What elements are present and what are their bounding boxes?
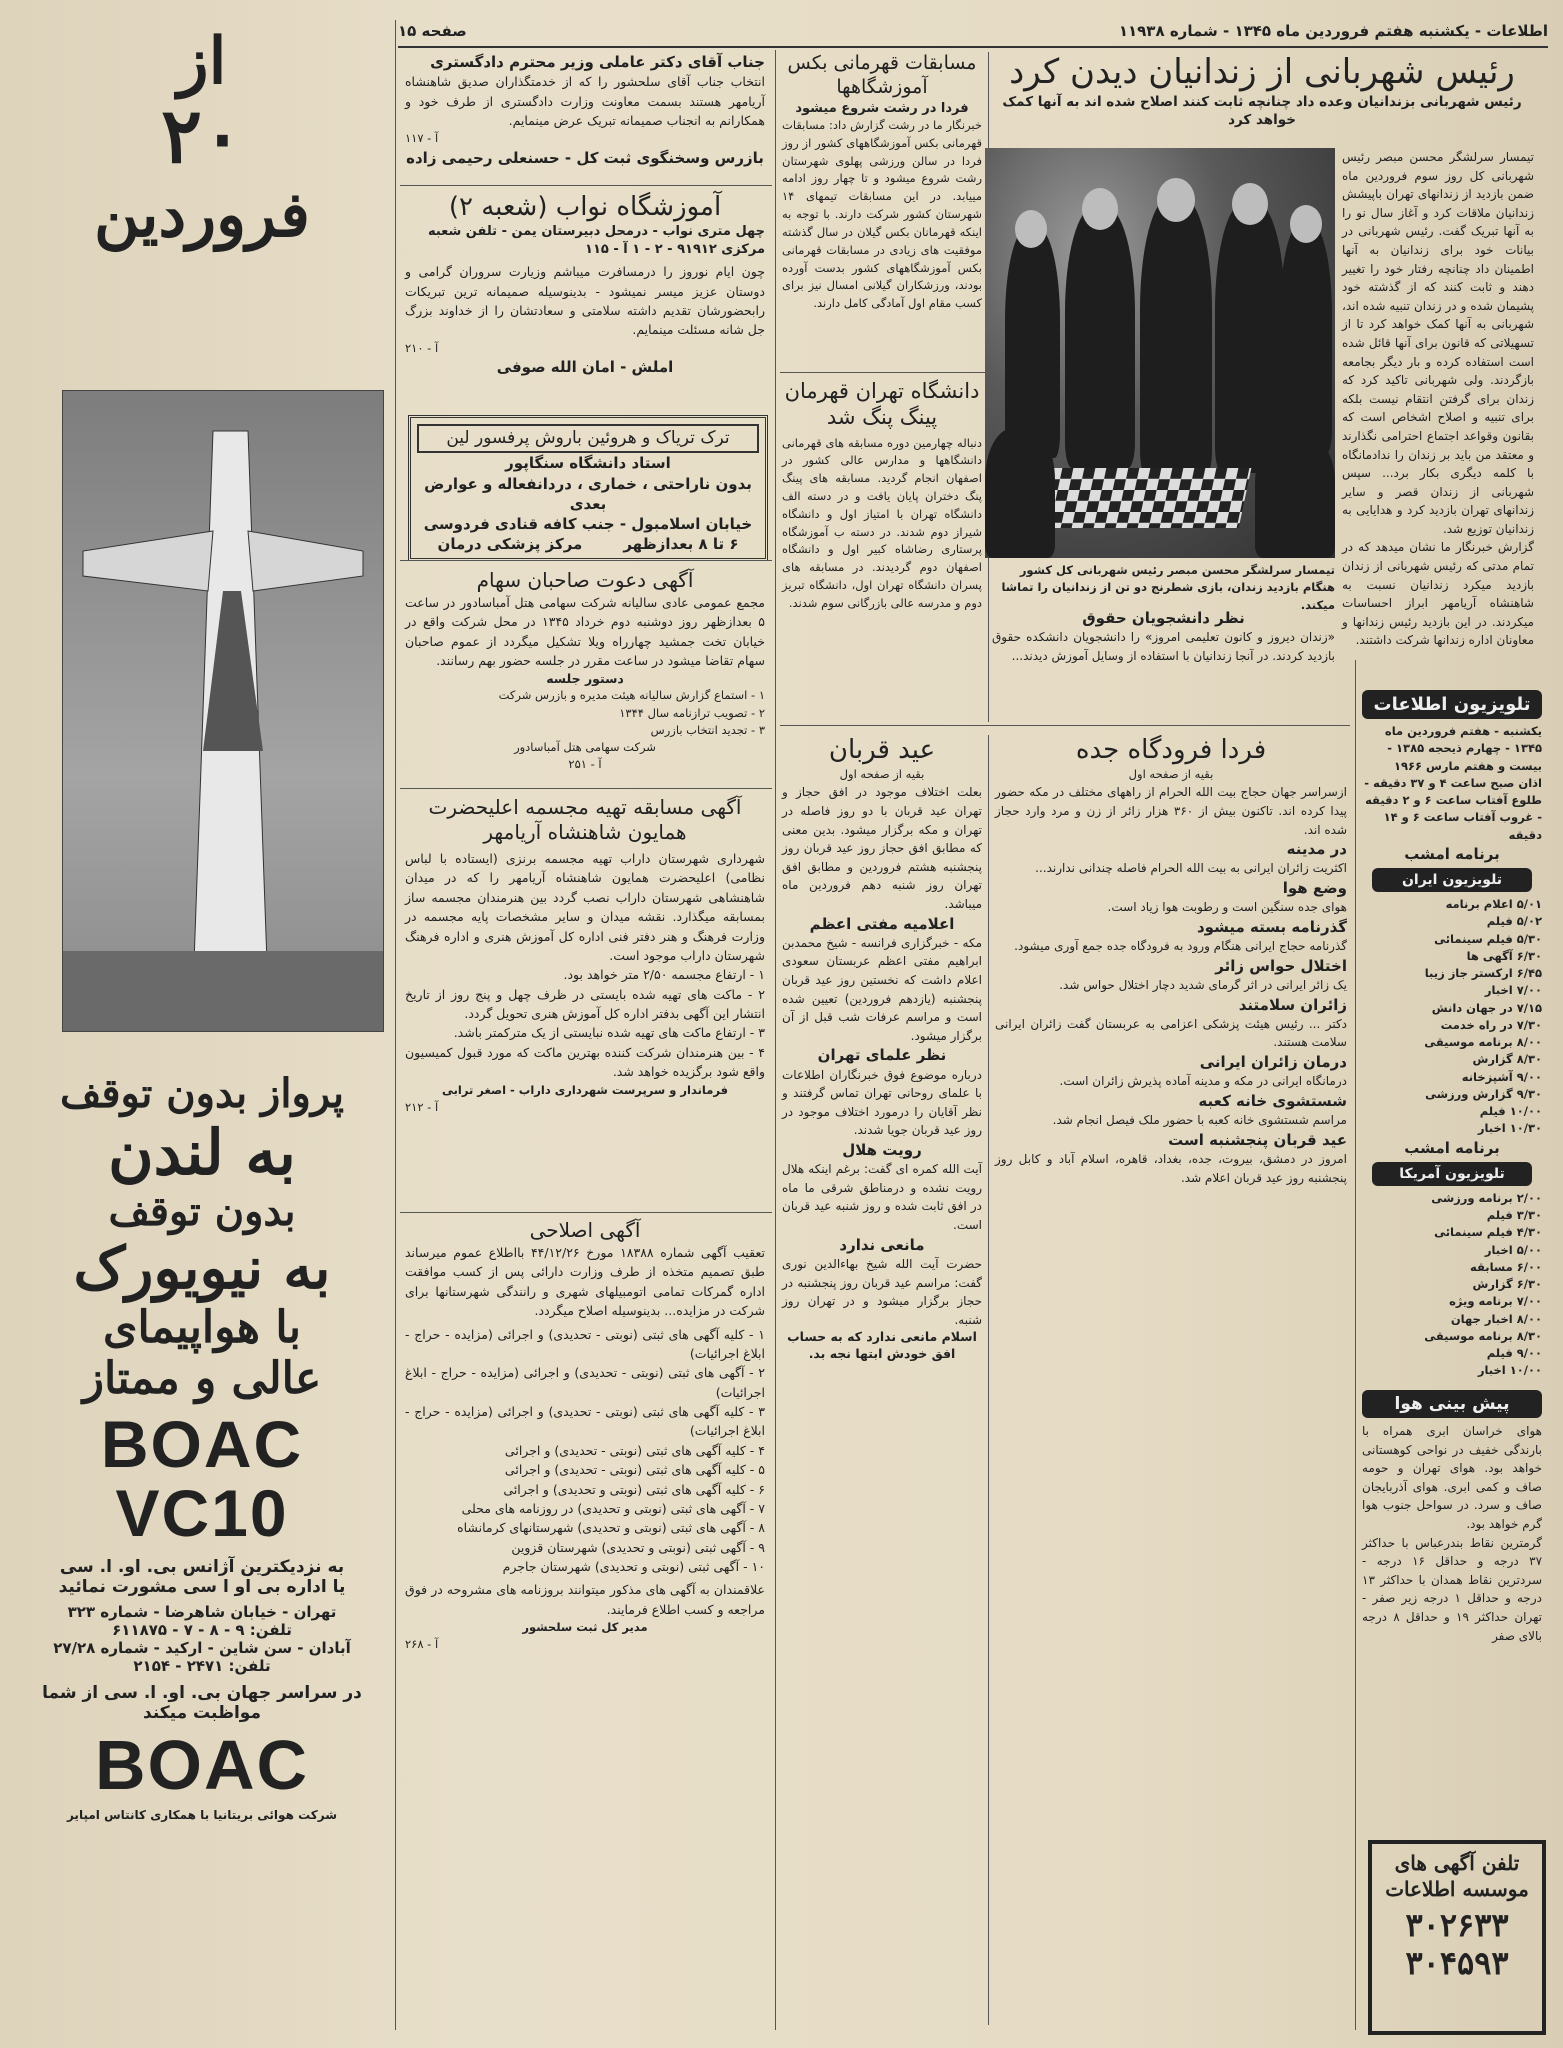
tv-iran-program: ۷/۳۰ در راه خدمت <box>1440 1017 1542 1032</box>
ad-phone-tehran: تلفن: ۹ - ۸ - ۷ - ۶۱۱۸۷۵ <box>112 1620 292 1639</box>
tv-program-title: برنامه امشب <box>1404 844 1500 863</box>
vc10-logo: VC10 <box>115 1476 289 1551</box>
statue-competition-notice <box>405 795 765 1205</box>
eid-sub-1: اعلامیه مفتی اعظم <box>809 914 955 933</box>
chess-photo <box>985 148 1335 558</box>
column-rule <box>988 735 989 2025</box>
statue-signature: فرماندار و سرپرست شهرداری داراب - اصغر ترابی <box>441 1082 729 1097</box>
phone-number-1: ۳۰۲۶۳۳ <box>1405 1906 1509 1944</box>
airport-sub: در مدینه <box>1286 840 1347 859</box>
tv-iran-program: ۱۰/۳۰ اخبار <box>1477 1121 1542 1136</box>
correction-item: ۲ - آگهی های ثبتی (نوبتی - تحدیدی) و اجرائی (مزایده - حراج - ابلاغ اجرائیات) <box>405 1365 765 1400</box>
shareholders-signature: شرکت سهامی هتل آمباسادور <box>514 740 656 755</box>
tv-iran-program: ۷/۰۰ اخبار <box>1484 983 1542 998</box>
phone-ad-title: تلفن آگهی های موسسه اطلاعات <box>1385 1851 1529 1901</box>
tv-iran-program: ۹/۰۰ آشپزخانه <box>1461 1069 1542 1084</box>
correction-item: ۱ - کلیه آگهی های ثبتی (نوبتی - تحدیدی) و اجرائی (مزایده - حراج - ابلاغ اجرائیات) <box>405 1326 765 1361</box>
correction-item: ۵ - کلیه آگهی های ثبتی (نوبتی - تحدیدی) و اجرائی <box>504 1462 765 1478</box>
ad-line-nonstop-2: بدون توقف <box>108 1188 296 1236</box>
boxing-body: خبرنگار ما در رشت گزارش داد: مسابقات قهرمانی بکس آموزشگاههای کشور از روز فردا در سالن ورزشی پهلوی شهرستان رشت شروع میشود و تا چهار روز ادامه مییابد. در این مسابقات تیمهای ۱۴ شهرستان کشور شرکت دارند. با توجه به اینکه قهرمانان بکس گیلان در سال گذشته موفقیت های زیادی در مسابقات قهرمانی بکس آموزشگاههای کشور بدست آورده بودند، ورزشکاران گیلانی امسال نیز برای کسب مقام اول آمادگی کامل دارند. <box>782 118 982 311</box>
ad-date-number: ۲۰ <box>161 91 243 180</box>
university-headline: دانشگاه تهران قهرمان پینگ پنگ شد <box>784 379 980 430</box>
correction-item: ۳ - کلیه آگهی های ثبتی (نوبتی - تحدیدی) و اجرائی (مزایده - حراج - ابلاغ اجرائیات) <box>405 1404 765 1439</box>
eid-sub-3: رویت هلال <box>842 1141 922 1160</box>
boxing-headline: مسابقات قهرمانی بکس آموزشگاهها <box>787 52 977 98</box>
tv-iran-logo: تلویزیون ایران <box>1372 868 1532 892</box>
airport-sub: عید قربان پنجشنبه است <box>1168 1130 1347 1149</box>
airport-sub: زائران سلامتند <box>1238 995 1347 1014</box>
main-headline: رئیس شهربانی از زندانیان دیدن کرد <box>1009 52 1515 92</box>
column-rule <box>775 50 776 2030</box>
column-rule <box>1355 660 1356 2030</box>
school-address: چهل متری نواب - درمحل دبیرستان یمن - تلفن شعبه مرکزی ۹۱۹۱۲ - ۲ - ۱ آ - ۱۱۵ <box>427 224 765 257</box>
statue-item: ۲ - ماکت های تهیه شده بایستی در ظرف چهل و پنج روز از تاریخ انتشار این آگهی بدفتر اداره کل آموزش هنری تحویل گردد. <box>405 986 765 1021</box>
opium-sub: استاد دانشگاه سنگاپور <box>505 454 671 473</box>
statue-code: آ - ۲۱۲ <box>405 1099 439 1114</box>
tv-iran-program: ۸/۳۰ گزارش <box>1472 1052 1542 1067</box>
correction-item: ۴ - کلیه آگهی های ثبتی (نوبتی - تحدیدی) و اجرائی <box>504 1442 765 1458</box>
divider <box>780 725 1350 726</box>
eid-body-1: مکه - خبرگزاری فرانسه - شیخ محمدبن ابراهیم مفتی اعظم عربستان سعودی اعلام داشت که نخستین روز عید قربان پنجشنبه (یازدهم فروردین) تعیین شده است و مراسم عرفات شب قبل از آن برگزار میشود. <box>782 935 982 1043</box>
tv-iran-end: برنامه امشب <box>1404 1138 1500 1157</box>
airport-sub-body: مراسم شستشوی خانه کعبه با حضور ملک فیصل انجام شد. <box>1052 1113 1347 1128</box>
masthead <box>398 18 1548 48</box>
school-notice <box>405 192 765 402</box>
minister-notice <box>405 52 765 177</box>
opium-clinic: مرکز پزشکی درمان <box>437 535 583 554</box>
opium-line-2: خیابان اسلامبول - جنب کافه قنادی فردوسی <box>423 515 753 533</box>
airport-sub: اختلال حواس زائر <box>1215 956 1347 975</box>
tv-iran-program: ۵/۰۱ اعلام برنامه <box>1445 897 1542 911</box>
airport-sub-body: امروز در دمشق، بیروت، جده، بغداد، قاهره، اسلام آباد و کابل روز پنجشنبه روز عید قربان اعلام شد. <box>995 1151 1347 1185</box>
weather-column <box>1362 1390 1542 1790</box>
tv-america-program: ۸/۰۰ اخبار جهان <box>1450 1311 1542 1326</box>
students-body: «زندان دیروز و کانون تعلیمی امروز» را دانشجویان دانشکده حقوق بازدید کردند. در آنجا زندانیان با استفاده از وسایل آموزش دیدند... <box>992 630 1335 663</box>
weather-body: هوای خراسان ابری همراه با بارندگی خفیف در نواحی کوهستانی خواهد بود. هوای تهران و حومه صاف و کمی ابری. هوای آذربایجان صاف و سرد. در سواحل جنوب هوا گرم خواهد بود. <box>1362 1424 1542 1531</box>
column-rule <box>395 20 396 2030</box>
tv-iran-program: ۷/۱۵ در جهان دانش <box>1431 1000 1542 1015</box>
ad-line-excellent: عالی و ممتاز <box>82 1352 322 1404</box>
correction-item: ۷ - آگهی های ثبتی (نوبتی و تحدیدی) در روزنامه های محلی <box>461 1500 765 1516</box>
correction-item: ۸ - آگهی های ثبتی (نوبتی و تحدیدی) شهرستانهای کرمانشاه <box>457 1520 765 1536</box>
tv-iran-program: ۶/۳۰ آگهی ها <box>1466 948 1542 963</box>
phone-ad <box>1368 1840 1546 2035</box>
correction-item: ۹ - آگهی ثبتی (نوبتی و تحدیدی) شهرستان قزوین <box>511 1539 765 1555</box>
phone-number-2: ۳۰۴۵۹۳ <box>1405 1944 1509 1983</box>
correction-code: آ - ۲۶۸ <box>405 1637 439 1652</box>
boxing-story <box>782 52 982 372</box>
eid-sub-4: مانعی ندارد <box>839 1235 925 1254</box>
school-headline: آموزشگاه نواب (شعبه ۲) <box>448 192 722 222</box>
university-body: دنباله چهارمین دوره مسابقه های قهرمانی دانشگاهها و مدارس عالی کشور در اصفهان انجام گردید. مسابقه های پینگ پنگ دختران پایان یافت و در دسته الف دانشگاه تهران با امتیاز اول و دانشگاه شیراز دوم شدند. در دسته ب آموزشگاه پرستاری رضاشاه کبیر اول و دانشگاه اصفهان دوم گردیدند. در مسابقه های پسران دانشگاه تهران اول، دانشگاه تبریز دوم و مدرسه عالی بازرگانی سوم شدند. <box>782 435 982 610</box>
minister-body: انتخاب جناب آقای سلحشور را که از خدمتگذاران صدیق شاهنشاه آریامهر هستند بسمت معاونت وزارت دادگستری از طرف خود و همکارانم به انجناب صمیمانه تبریک عرض مینمایم. <box>405 74 765 128</box>
photo-caption: تیمسار سرلشگر محسن مبصر رئیس شهربانی کل کشور هنگام بازدید زندان، بازی شطرنج دو تن از زندانیان را تماشا میکند. <box>1001 563 1335 612</box>
ad-footer: شرکت هوائی بریتانیا با همکاری کانتاس امپایر <box>66 1807 338 1822</box>
eid-body-4: حضرت آیت الله شیخ بهاءالدین نوری گفت: مراسم عید قربان روز پنجشنبه در حجاز برگزار میشود و در تهران روز شنبه. <box>782 1256 982 1327</box>
eid-body-2: درباره موضوع فوق خبرنگاران اطلاعات با علمای روحانی تهران تماس گرفتند و نظر آقایان را درمورد اختلاف موجود در روز عید قربان جویا شدند. <box>782 1067 982 1138</box>
tv-iran-program: ۸/۰۰ برنامه موسیقی <box>1424 1035 1542 1049</box>
airport-continued: بقیه از صفحه اول <box>1128 767 1214 782</box>
tv-america-program: ۳/۳۰ فیلم <box>1486 1208 1542 1222</box>
minister-code: آ - ۱۱۷ <box>405 131 439 146</box>
tv-america-program: ۸/۳۰ برنامه موسیقی <box>1424 1328 1542 1343</box>
correction-signature: مدیر کل ثبت سلحشور <box>522 1620 648 1635</box>
tv-america-logo: تلویزیون آمریکا <box>1372 1162 1532 1186</box>
shareholders-body: مجمع عمومی عادی سالیانه شرکت سهامی هتل آمباسادور در ساعت ۵ بعدازظهر روز دوشنبه دوم خرداد ۱۳۴۵ در محل شرکت واقع در خیابان تخت جمشید چهارراه ویلا تشکیل میگردد از عموم صاحبان سهام تقاضا میشود در ساعت مقرر در جلسه حضور بهم رسانند. <box>405 595 765 669</box>
airport-sub-body: اکثریت زائران ایرانی به بیت الله الحرام فاصله چندانی ندارند... <box>1035 861 1347 876</box>
eid-story <box>782 735 982 2030</box>
school-code: آ - ۲۱۰ <box>405 340 439 355</box>
tv-america-program: ۹/۰۰ فیلم <box>1486 1346 1542 1360</box>
ad-address-abadan: آبادان - سن شاین - ارکید - شماره ۲۷/۲۸ <box>53 1638 351 1657</box>
tv-header: تلویزیون اطلاعات <box>1362 690 1542 719</box>
divider <box>400 560 772 561</box>
tv-america-program: ۶/۰۰ مسابقه <box>1470 1259 1542 1274</box>
ad-date-month: فروردین <box>94 177 310 251</box>
boac-advertisement <box>22 24 382 2030</box>
eid-continued: بقیه از صفحه اول <box>839 767 925 782</box>
ad-line-nonstop: پرواز بدون توقف <box>60 1070 344 1117</box>
tv-program-column <box>1362 690 1542 1380</box>
airport-sub: شستشوی خانه کعبه <box>1198 1091 1347 1110</box>
tv-america-program: ۱۰/۰۰ اخبار <box>1477 1363 1542 1378</box>
tv-america-program: ۶/۳۰ گزارش <box>1472 1277 1542 1291</box>
correction-footer: علاقمندان به آگهی های مذکور میتوانند بروزنامه های مشروحه در فوق مراجعه و کسب اطلاع فرمایند. <box>405 1582 765 1617</box>
tv-times: اذان صبح ساعت ۴ و ۳۷ دقیقه - طلوع آفتاب ساعت ۶ و ۲ دقیقه - غروب آفتاب ساعت ۶ و ۱۴ دقیقه <box>1364 775 1542 842</box>
minister-heading: جناب آقای دکتر عاملی وزیر محترم دادگستری <box>430 53 765 71</box>
statue-item: ۱ - ارتفاع مجسمه ۲/۵۰ متر خواهد بود. <box>563 967 765 983</box>
tv-iran-program: ۹/۳۰ گزارش ورزشی <box>1425 1086 1542 1101</box>
tv-america-program: ۵/۰۰ اخبار <box>1484 1242 1542 1257</box>
school-body: چون ایام نوروز را درمسافرت میباشم وزیارت سروران گرامی و دوستان عزیز میسر نمیشود - بدینوسیله صمیمانه ترین تبریکات رابحضورشان تقدیم داشته سلامتی و سعادتشان را از خداوند بزرگ جل شانه مسئلت مینمایم. <box>405 264 765 338</box>
agenda-item: ۲ - تصویب ترازنامه سال ۱۳۴۴ <box>619 705 765 720</box>
divider <box>400 1212 772 1213</box>
tv-iran-program: ۵/۰۲ فیلم <box>1486 914 1542 929</box>
tv-america-program: ۲/۰۰ برنامه ورزشی <box>1431 1190 1542 1205</box>
ad-line-london: به لندن <box>108 1116 296 1189</box>
tv-america-program: ۴/۳۰ فیلم سینمائی <box>1434 1225 1542 1240</box>
correction-item: ۶ - کلیه آگهی های ثبتی (نوبتی و تحدیدی) و اجرائی <box>503 1481 765 1497</box>
ad-line-newyork: به نیویورک <box>73 1234 331 1303</box>
airplane-tail-photo <box>62 390 384 1032</box>
tv-iran-program: ۶/۴۵ ارکستر جاز زیبا <box>1424 966 1542 980</box>
opium-line-1: بدون ناراحتی ، خماری ، دردانفعاله و عوارض بعدی <box>424 474 752 513</box>
eid-body-3: آیت الله کمره ای گفت: برغم اینکه هلال رویت نشده و درمناطق شرقی ما ماه در افق ثابت شده و روز شنبه عید قربان است. <box>782 1162 982 1233</box>
jeddah-airport-story <box>995 735 1347 2030</box>
airport-sub: وضع هوا <box>1282 879 1347 898</box>
main-story-header <box>992 52 1532 152</box>
boac-logo-2: BOAC <box>94 1725 310 1804</box>
agenda-title: دستور جلسه <box>546 670 624 686</box>
divider <box>400 788 772 789</box>
photo-caption-box <box>985 562 1335 612</box>
opium-headline: ترک تریاک و هروئین باروش پرفسور لین <box>417 424 759 453</box>
tv-iran-program: ۵/۳۰ فیلم سینمائی <box>1434 931 1542 946</box>
statue-item: ۴ - بین هنرمندان شرکت کننده بهترین ماکت که مورد قبول کمیسیون واقع شود برگزیده خواهد شد. <box>405 1044 765 1080</box>
agenda-item: ۱ - استماع گزارش سالیانه هیئت مدیره و بازرس شرکت <box>498 688 765 703</box>
eid-body: بعلت اختلاف موجود در افق حجاز و تهران عید قربان با دو روز فاصله در تهران و مکه برگزار میشود. بدین معنی که مطابق افق حجاز روز عید قربان روز پنجشنبه هشتم فروردین و مطابق افق تهران روز شنبه دهم فروردین ماه میباشد. <box>782 785 982 911</box>
tv-date: یکشنبه - هفتم فروردین ماه ۱۳۴۵ - چهارم ذیحجه ۱۳۸۵ - بیست و هفتم مارس ۱۹۶۶ <box>1384 724 1542 773</box>
opium-treatment-ad <box>408 415 768 561</box>
students-story <box>992 608 1335 723</box>
airport-sub-body: هوای جده سنگین است و رطوبت هوا زیاد است. <box>1107 900 1347 915</box>
correction-item: ۱۰ - آگهی ثبتی (نوبتی و تحدیدی) شهرستان جاجرم <box>502 1559 765 1574</box>
divider <box>780 372 985 373</box>
statue-item: ۳ - ارتفاع ماکت های تهیه شده نبایستی از یک مترکمتر باشد. <box>453 1025 765 1041</box>
shareholders-headline: آگهی دعوت صاحبان سهام <box>476 568 694 592</box>
ad-slogan: در سراسر جهان بی. او. ا. سی از شما مواظبت میکند <box>42 1682 362 1723</box>
eid-sub-2: نظر علمای تهران <box>817 1046 947 1065</box>
shareholders-notice <box>405 568 765 783</box>
masthead-issue: اطلاعات - یکشنبه هفتم فروردین ماه ۱۳۴۵ - شماره ۱۱۹۳۸ <box>1118 22 1548 40</box>
tv-america-program: ۷/۰۰ برنامه ویژه <box>1449 1294 1542 1309</box>
main-body-2: گزارش خبرنگار ما نشان میدهد که در تمام مدتی که رئیس شهربانی از زندان بازدید میکرد زندانیان نسبت به شاهنشاه آریامهر ابراز احساسات میکردند. در این بازدید رئیس زندانها و معاونان اداره زندانها شرکت داشتند. <box>1342 540 1534 648</box>
school-signature: املش - امان الله صوفی <box>496 358 674 377</box>
airport-body: ازسراسر جهان حجاج بیت الله الحرام از راههای مختلف در مکه حضور پیدا کرده اند. تاکنون بیش از ۳۶۰ هزار زائر از زن و مرد وارد حجاز شده اند. <box>995 785 1347 837</box>
weather-temps: گرمترین نقاط بندرعباس با حداکثر ۳۷ درجه و حداقل ۱۶ درجه - سردترین نقاط همدان با حداکثر ۱۳ درجه و حداقل ۱ درجه زیر صفر - تهران حداکثر ۱۹ و حداقل ۸ درجه بالای صفر <box>1362 1535 1543 1643</box>
statue-headline: آگهی مسابقه تهیه مجسمه اعلیحضرت همایون شاهنشاه آریامهر <box>428 795 742 844</box>
shareholders-code: آ - ۲۵۱ <box>568 757 602 772</box>
eid-headline: عید قربان <box>828 735 936 765</box>
airport-headline: فردا فرودگاه جده <box>1075 735 1267 765</box>
university-story <box>782 378 982 718</box>
divider <box>400 185 772 186</box>
minister-signature: بازرس وسخنگوی ثبت کل - حسنعلی رحیمی زاده <box>406 148 764 167</box>
airport-sub-body: یک زائر ایرانی در اثر گرمای شدید دچار اختلال حواس شد. <box>1059 978 1347 992</box>
tv-iran-program: ۱۰/۰۰ فیلم <box>1479 1104 1542 1118</box>
airport-sub: گذرنامه بسته میشود <box>1196 917 1347 936</box>
ad-contact-1: به نزدیکترین آژانس بی. او. ا. سی <box>59 1556 345 1577</box>
airport-sub-body: دکتر ... رئیس هیئت پزشکی اعزامی به عربستان گفت زائران ایرانی سلامت هستند. <box>995 1016 1347 1050</box>
statue-body: شهرداری شهرستان داراب تهیه مجسمه برنزی (ایستاده با لباس نظامی) اعلیحضرت همایون شاهنشاه آریامهر را که در میدان شاهنشاهی شهرستان داراب نصب گردد بین هنرمندان مجسمه ساز بمسابقه میگذارد. نقشه میدان و سایر مشخصات پایه مجسمه در وزارت فرهنگ و هنر دفتر فنی اداره کل آموزش هنری و اداره فرهنگ شهرستان داراب موجود است. <box>405 851 765 963</box>
airport-sub-body: گذرنامه حجاج ایرانی هنگام ورود به فرودگاه جده جمع آوری میشود. <box>1014 939 1347 954</box>
page-number: صفحه ۱۵ <box>398 22 467 40</box>
ad-line-aircraft: با هواپیمای <box>103 1301 301 1353</box>
correction-headline: آگهی اصلاحی <box>529 1218 641 1242</box>
opium-hours: ۶ تا ۸ بعدازظهر <box>623 535 739 554</box>
correction-notice <box>405 1218 765 2028</box>
ad-address-tehran: تهران - خیابان شاهرضا - شماره ۳۲۳ <box>67 1602 337 1621</box>
main-story-body <box>1342 148 1534 718</box>
agenda-item: ۳ - تجدید انتخاب بازرس <box>650 722 765 737</box>
ad-from: از <box>177 24 227 99</box>
airport-sub: درمان زائران ایرانی <box>1199 1053 1347 1072</box>
ad-contact-2: یا اداره بی او ا سی مشورت نمائید <box>58 1576 346 1597</box>
main-subhead: رئیس شهربانی بزندانیان وعده داد چنانچه ثابت کنند اصلاح شده اند به آنها کمک خواهد کرد <box>1002 93 1522 129</box>
airport-sub-body: درمانگاه ایرانی در مکه و مدینه آماده پذیرش زائران است. <box>1059 1074 1347 1089</box>
boxing-subhead: فردا در رشت شروع میشود <box>795 100 969 116</box>
weather-header: پیش بینی هوا <box>1362 1390 1542 1418</box>
airplane-icon <box>63 391 383 1031</box>
students-headline: نظر دانشجویان حقوق <box>1082 609 1245 627</box>
ad-phone-abadan: تلفن: ۲۴۷۱ - ۲۱۵۴ <box>133 1656 271 1675</box>
main-body: تیمسار سرلشگر محسن مبصر رئیس شهربانی کل روز سوم فروردین ماه ضمن بازدید از زندانهای تهران باپیشش زندانیان ملاقات کرد و آغاز سال نو را به آنها تبریک گفت. رئیس شهربانی در بیانات خود برای زندانیان به آنها اطمینان داد چنانچه رفتار خود را تغییر دهند و ثابت کنند که از گذشته خود پشیمان شده و در زندان تنبیه شده اند، شهربانی به آنها کمک خواهد کرد تا از تسهیلاتی که قانون برای آنها قائل شده است استفاده کرده و بار دیگر بجامعه بازگردند. ولی شهربانی تاکید کرد که زندان برای گرفتن انتقام نیست بلکه برای تنبیه و اصلاح اشخاص است که بقانون وقواعد اجتماع احترامی نگذارند و معتقد من باید بر زندان را ندادمانگاه با کلمه دیگری بکار برد... سپس شهربانی از زندان قصر و سایر زندانهای تهران بازدید کرد و هدایایی به زندانیان توزیع شد. <box>1342 150 1534 536</box>
correction-body: تعقیب آگهی شماره ۱۸۳۸۸ مورخ ۴۴/۱۲/۲۶ بااطلاع عموم میرساند طبق تصمیم متخذه از طرف وزارت دارائی پس از کسب موافقت اداره گمرکات تمامی اتومبیلهای شهری و رانندگی شهرستانها برای شرکت در مزایده... بدینوسیله اصلاح میگردد. <box>405 1245 765 1319</box>
boac-logo: BOAC <box>100 1406 304 1481</box>
eid-footer: اسلام مانعی ندارد که به حساب افق خودش ابتها نجه بد. <box>787 1329 977 1362</box>
